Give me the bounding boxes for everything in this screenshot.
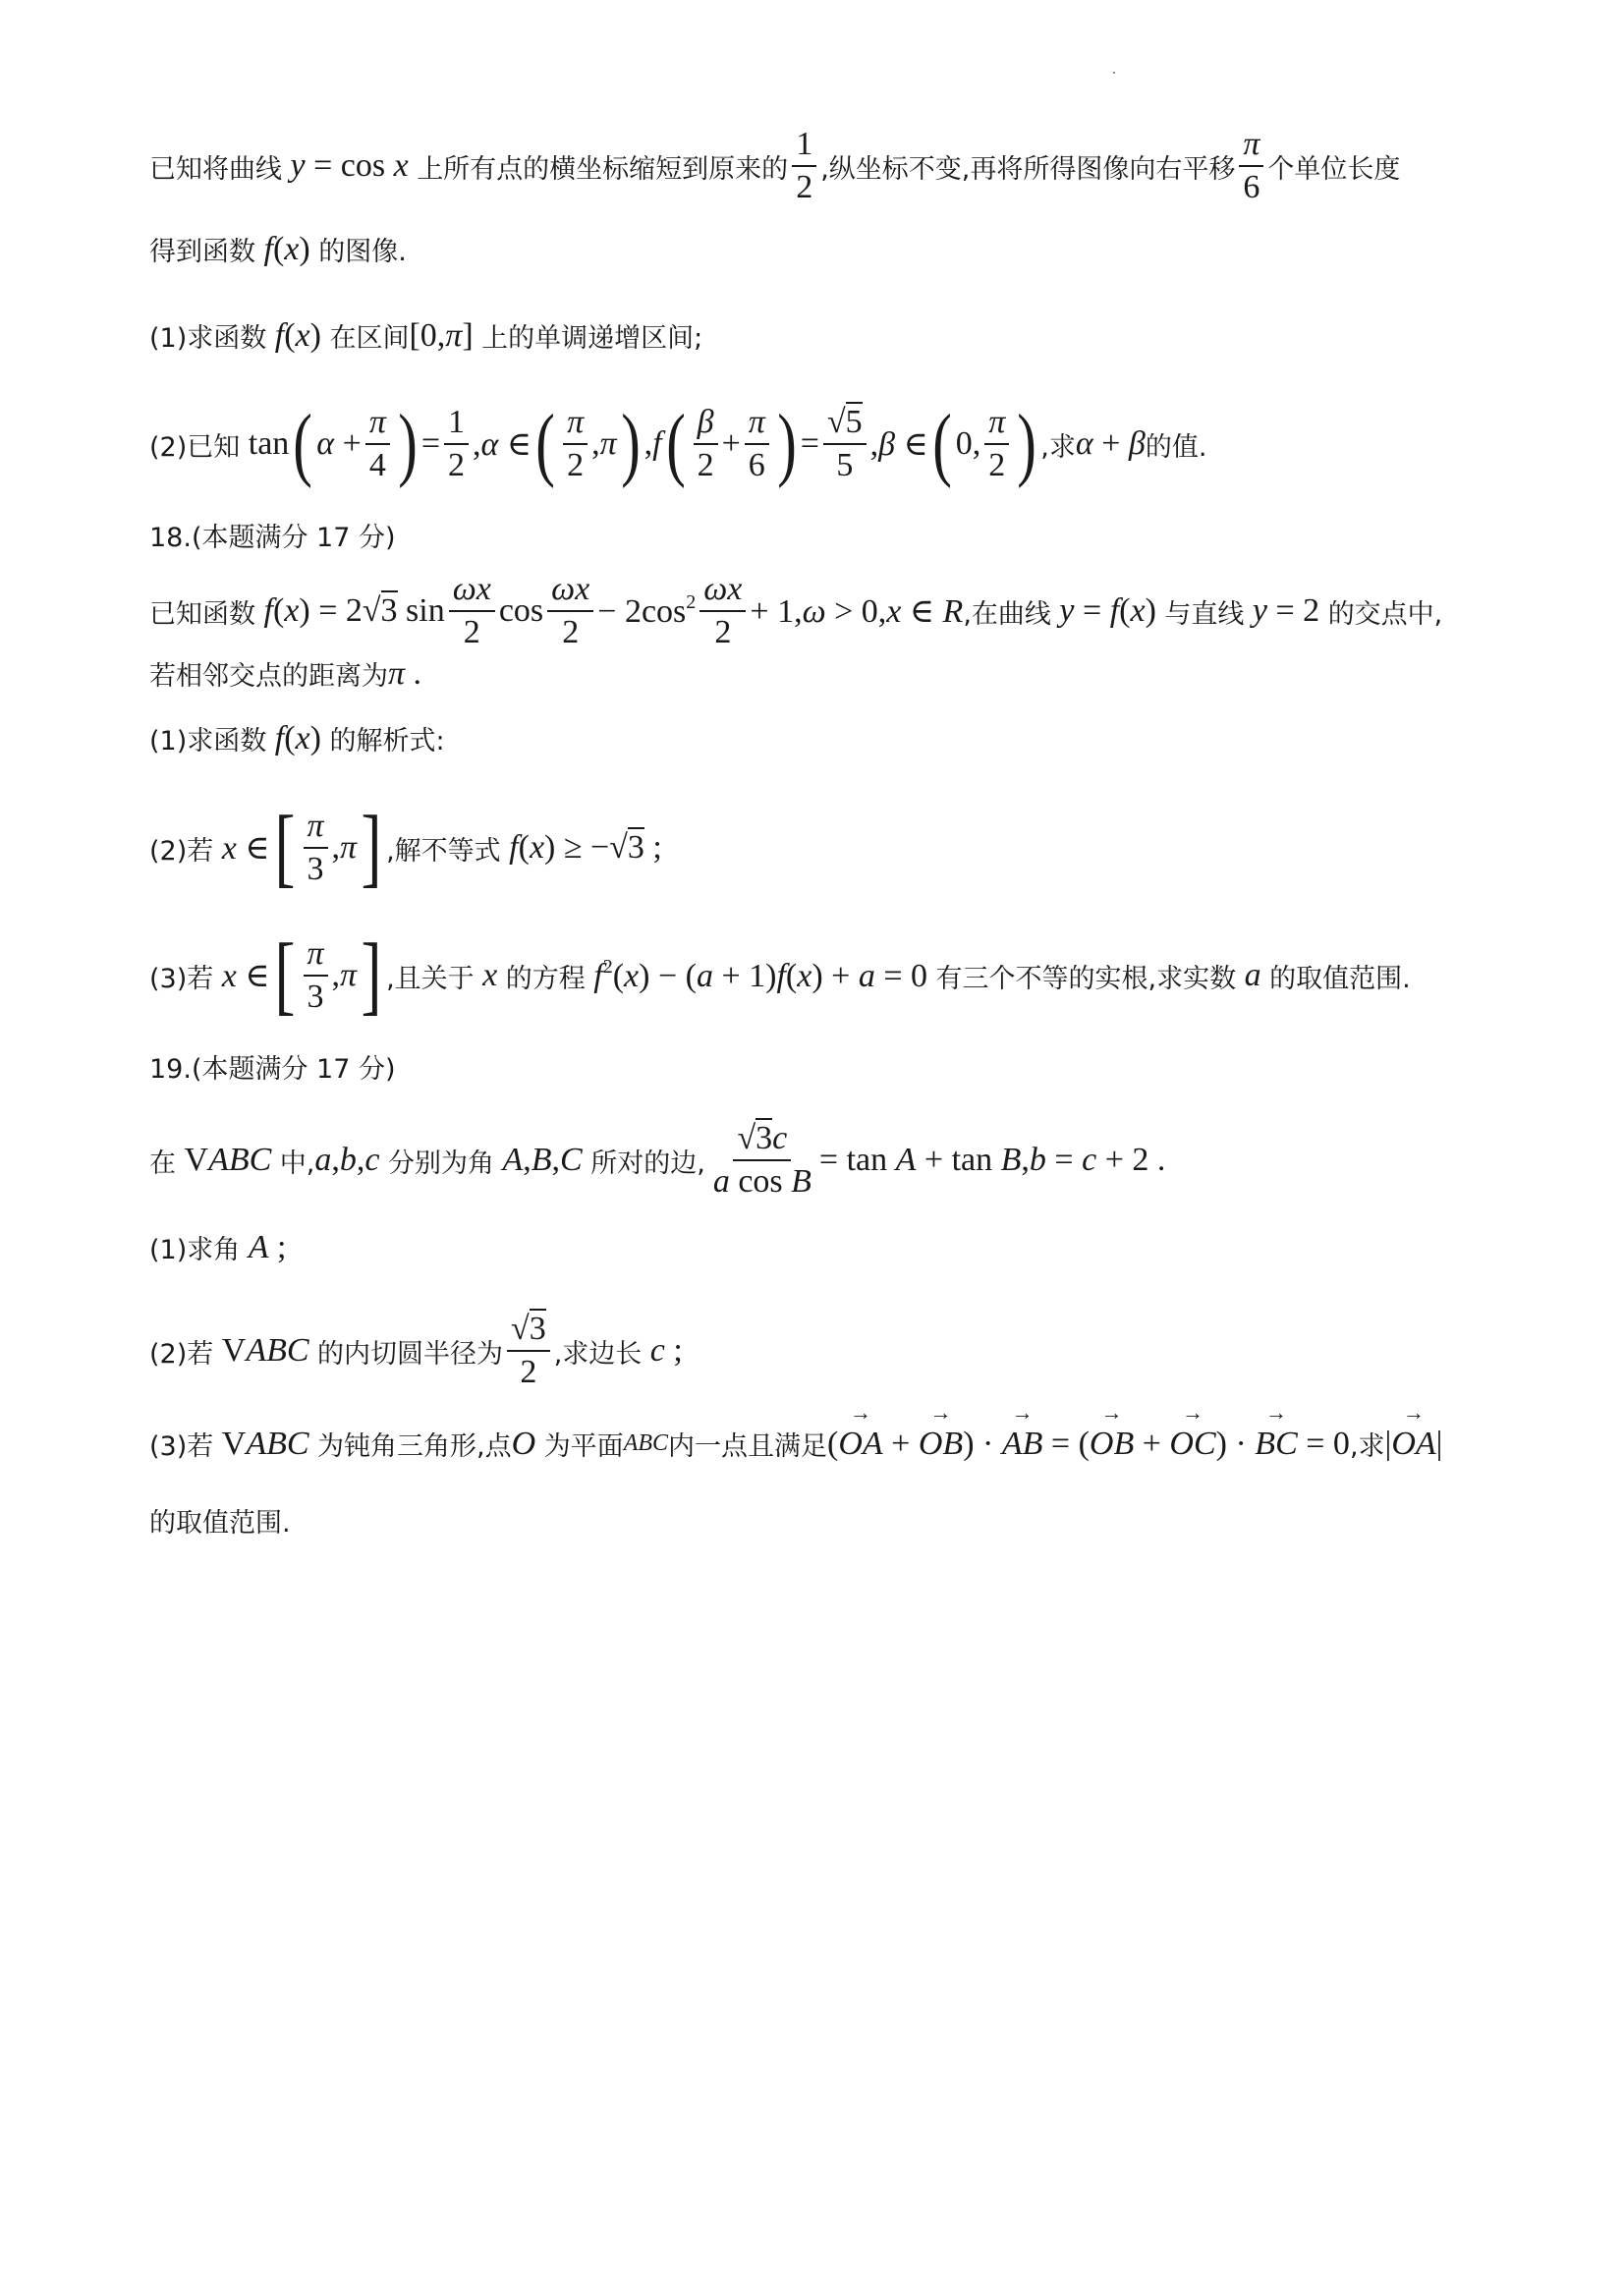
q17-intro-line1: 已知将曲线 y = cos x 上所有点的横坐标缩短到原来的 $\frac{1}{2}$ ,纵坐标不变,再将所得图像向右平移 $\frac{\pi}{6}$ 个单位长度 bbox=[149, 126, 1401, 205]
q19-header: 19.(本题满分 17 分) bbox=[149, 1054, 396, 1085]
q19-intro: 在 VABC 中, a , b , c 分别为角 A , B , C 所对的边, $\frac{√3c}{\text{a cos B}}$ = tan A + tan B,b = c + 2 . bbox=[149, 1120, 1166, 1200]
q18-part3: (3)若 x ∈ [ $\frac{\pi}{3}$ ,π ] ,且关于 x 的方程 $f^2(x) - (a + 1)f(x) + a = 0$ 有三个不等的实根,求实数 a 的取值范围. bbox=[149, 926, 1411, 1024]
q17-part1: (1)求函数 f(x) 在区间 [0,π] 上的单调递增区间; bbox=[149, 316, 703, 354]
q18-part2: (2)若 x ∈ [ $\frac{\pi}{3}$ ,π ] ,解不等式 f(x) ≥ −√3 ; bbox=[149, 799, 662, 896]
math-curve: y = cos x bbox=[290, 147, 409, 184]
q19-part3-line2: 的取值范围. bbox=[149, 1508, 291, 1539]
vector-equation: (→ OA + → OB) · → AB = (→ OB + → OC) · → BC = 0 bbox=[827, 1426, 1350, 1463]
fraction-pi-over-6: $\frac{\pi}{6}$ bbox=[1239, 128, 1263, 204]
q19-part2: (2)若 VABC 的内切圆半径为 $\frac{√3}{2}$ ,求边长 c ; bbox=[149, 1311, 683, 1390]
q19-part3-line1: (3)若 VABC 为钝角三角形,点 O 为平面 ABC 内一点且满足 (→ OA + → OB) · → AB = (→ OB + → OC) · → BC = 0 ,求 |→ OA| bbox=[149, 1425, 1442, 1463]
q18-part1: (1)求函数 f(x) 的解析式: bbox=[149, 719, 445, 756]
fraction-one-half: $\frac{1}{2}$ bbox=[792, 128, 816, 204]
q19-part1: (1)求角 A ; bbox=[149, 1228, 287, 1265]
q18-intro-line1: 已知函数 f(x) = 2√3 sin $\frac{\omega x}{2}$ cos $\frac{\omega x}{2}$ − $2\cos^2$ $\frac{\omega x}{2}$ + 1,ω > 0,x ∈ R ,在曲线 y = f(x) 与直线 y = 2 的交点中, bbox=[149, 571, 1443, 650]
q17-intro-line2: 得到函数 f(x) 的图像. bbox=[149, 230, 407, 267]
q18-intro-line2: 若相邻交点的距离为 π . bbox=[149, 654, 422, 692]
q18-header: 18.(本题满分 17 分) bbox=[149, 523, 396, 553]
q17-part2: (2)已知 tan ( α + $\frac{\pi}{4}$ ) = $\frac{1}{2}$ ,α ∈ ( $\frac{\pi}{2}$ ,π ) ,f ( $\frac{\beta}{2}$ + $\frac{\pi}{6}$ ) = $\frac{√5}{5}$ ,β ∈ ( 0, $\frac{\pi}{2}$ ) ,求 α + β 的值. bbox=[149, 398, 1207, 489]
scan-speck bbox=[1113, 72, 1115, 74]
